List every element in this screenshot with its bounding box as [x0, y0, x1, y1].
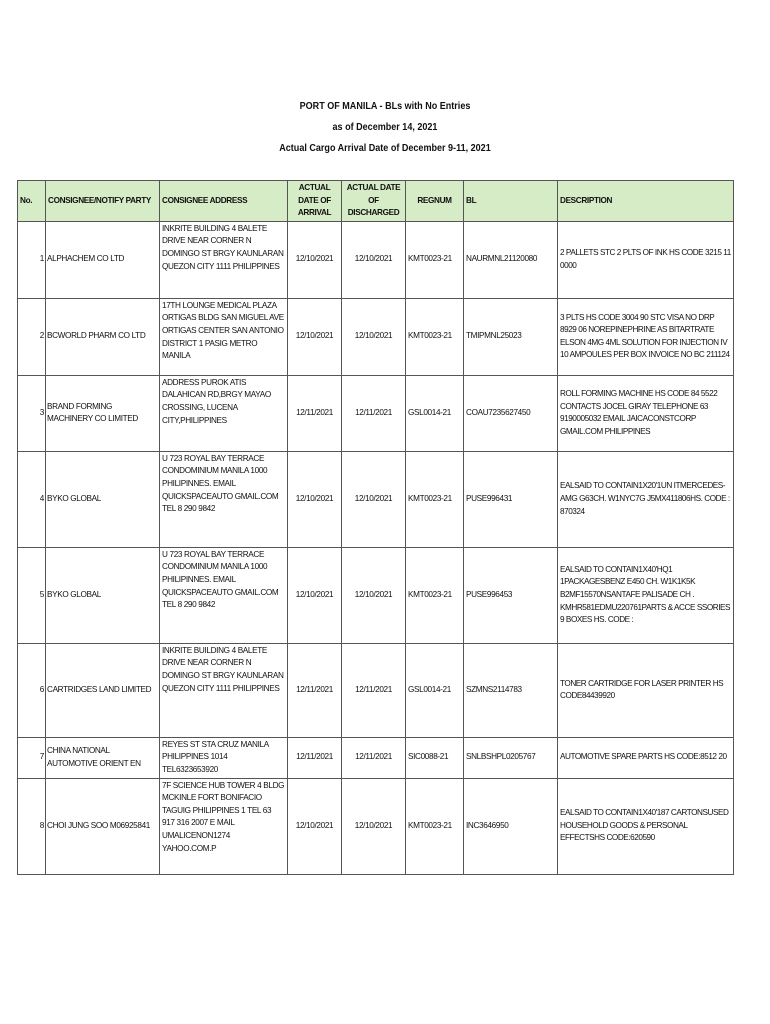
row-discharged: 12/10/2021 — [342, 451, 406, 547]
col-header-address: CONSIGNEE ADDRESS — [160, 181, 288, 222]
row-no: 8 — [18, 778, 46, 874]
row-description: EALSAID TO CONTAIN1X40'187 CARTONSUSED HOUSEHOLD GOODS & PERSONAL EFFECTSHS CODE:620590 — [558, 778, 734, 874]
row-bl: PUSE996453 — [464, 547, 558, 643]
table-row — [18, 737, 734, 778]
row-consignee: BRAND FORMING MACHINERY CO LIMITED — [46, 375, 160, 451]
col-header-arrival: ACTUAL DATE OF ARRIVAL — [288, 181, 342, 222]
row-description: EALSAID TO CONTAIN1X40'HQ1 1PACKAGESBENZ E450 CH. W1K1K5K B2MF15570NSANTAFE PALISADE CH . KMHR581EDMU220761PARTS & ACCE SSORIES 9 BOXES HS. CODE : — [558, 547, 734, 643]
row-description: ROLL FORMING MACHINE HS CODE 84 5522 CONTACTS JOCEL GIRAY TELEPHONE 63 9190005032 EMAIL JAICACONSTCORP GMAIL.COM PHILIPPINES — [558, 375, 734, 451]
row-discharged: 12/11/2021 — [342, 643, 406, 737]
row-discharged: 12/10/2021 — [342, 221, 406, 298]
report-date: as of December 14, 2021 — [332, 121, 438, 133]
row-discharged: 12/10/2021 — [342, 547, 406, 643]
row-arrival: 12/10/2021 — [288, 221, 342, 298]
row-description: 2 PALLETS STC 2 PLTS OF INK HS CODE 3215 11 0000 — [558, 221, 734, 298]
row-discharged: 12/11/2021 — [342, 737, 406, 778]
col-header-discharged: ACTUAL DATE OF DISCHARGED — [342, 181, 406, 222]
row-address: U 723 ROYAL BAY TERRACE CONDOMINIUM MANILA 1000 PHILIPINNES. EMAIL QUICKSPACEAUTO GMAIL.COM TEL 8 290 9842 — [160, 451, 288, 547]
row-regnum: GSL0014-21 — [406, 375, 464, 451]
report-header — [0, 96, 770, 159]
row-address: 17TH LOUNGE MEDICAL PLAZA ORTIGAS BLDG SAN MIGUEL AVE ORTIGAS CENTER SAN ANTONIO DISTRICT 1 PASIG METRO MANILA — [160, 298, 288, 375]
row-no: 6 — [18, 643, 46, 737]
row-regnum: KMT0023-21 — [406, 778, 464, 874]
row-description: TONER CARTRIDGE FOR LASER PRINTER HS CODE84439920 — [558, 643, 734, 737]
row-bl: NAURMNL21120080 — [464, 221, 558, 298]
table-row — [18, 375, 734, 451]
row-arrival: 12/11/2021 — [288, 643, 342, 737]
row-arrival: 12/10/2021 — [288, 298, 342, 375]
table-row — [18, 221, 734, 298]
row-address: U 723 ROYAL BAY TERRACE CONDOMINIUM MANILA 1000 PHILIPINNES. EMAIL QUICKSPACEAUTO GMAIL.COM TEL 8 290 9842 — [160, 547, 288, 643]
row-consignee: CHOI JUNG SOO M06925841 — [46, 778, 160, 874]
row-consignee: ALPHACHEM CO LTD — [46, 221, 160, 298]
table-header-row — [18, 181, 734, 222]
row-address: 7F SCIENCE HUB TOWER 4 BLDG MCKINLE FORT BONIFACIO TAGUIG PHILIPPINES 1 TEL 63 917 316 2007 E MAIL UMALICENON1274 YAHOO.COM.P — [160, 778, 288, 874]
bl-table — [17, 180, 734, 875]
row-arrival: 12/10/2021 — [288, 451, 342, 547]
row-address: ADDRESS PUROK ATIS DALAHICAN RD,BRGY MAYAO CROSSING, LUCENA CITY,PHILIPPINES — [160, 375, 288, 451]
row-no: 4 — [18, 451, 46, 547]
row-discharged: 12/10/2021 — [342, 778, 406, 874]
row-bl: INC3646950 — [464, 778, 558, 874]
row-bl: SZMNS2114783 — [464, 643, 558, 737]
row-arrival: 12/10/2021 — [288, 778, 342, 874]
table-row — [18, 643, 734, 737]
row-address: REYES ST STA CRUZ MANILA PHILIPPINES 1014 TEL6323653920 — [160, 737, 288, 778]
row-regnum: KMT0023-21 — [406, 451, 464, 547]
table-row — [18, 778, 734, 874]
row-discharged: 12/10/2021 — [342, 298, 406, 375]
row-bl: SNLBSHPL0205767 — [464, 737, 558, 778]
row-regnum: KMT0023-21 — [406, 547, 464, 643]
row-consignee: BYKO GLOBAL — [46, 547, 160, 643]
table-row — [18, 547, 734, 643]
row-regnum: SIC0088-21 — [406, 737, 464, 778]
row-address: INKRITE BUILDING 4 BALETE DRIVE NEAR CORNER N DOMINGO ST BRGY KAUNLARAN QUEZON CITY 1111 PHILIPPINES — [160, 221, 288, 298]
row-consignee: CHINA NATIONAL AUTOMOTIVE ORIENT EN — [46, 737, 160, 778]
report-subtitle: Actual Cargo Arrival Date of December 9-11, 2021 — [279, 142, 491, 154]
row-regnum: KMT0023-21 — [406, 298, 464, 375]
table-row — [18, 298, 734, 375]
row-regnum: GSL0014-21 — [406, 643, 464, 737]
row-no: 7 — [18, 737, 46, 778]
row-consignee: CARTRIDGES LAND LIMITED — [46, 643, 160, 737]
row-regnum: KMT0023-21 — [406, 221, 464, 298]
row-description: EALSAID TO CONTAIN1X20'1UN ITMERCEDES-AMG G63CH. W1NYC7G J5MX411806HS. CODE : 870324 — [558, 451, 734, 547]
col-header-no: No. — [18, 181, 46, 222]
col-header-regnum: REGNUM — [406, 181, 464, 222]
report-title: PORT OF MANILA - BLs with No Entries — [299, 100, 471, 112]
row-address: INKRITE BUILDING 4 BALETE DRIVE NEAR CORNER N DOMINGO ST BRGY KAUNLARAN QUEZON CITY 1111 PHILIPPINES — [160, 643, 288, 737]
row-no: 5 — [18, 547, 46, 643]
row-arrival: 12/11/2021 — [288, 737, 342, 778]
row-discharged: 12/11/2021 — [342, 375, 406, 451]
row-consignee: BCWORLD PHARM CO LTD — [46, 298, 160, 375]
row-arrival: 12/11/2021 — [288, 375, 342, 451]
col-header-bl: BL — [464, 181, 558, 222]
row-bl: COAU7235627450 — [464, 375, 558, 451]
col-header-consignee: CONSIGNEE/NOTIFY PARTY — [46, 181, 160, 222]
row-no: 2 — [18, 298, 46, 375]
row-description: 3 PLTS HS CODE 3004 90 STC VISA NO DRP 8929 06 NOREPINEPHRINE AS BITARTRATE ELSON 4MG 4ML SOLUTION FOR INJECTION IV 10 AMPOULES PER BOX INVOICE NO BC 211124 — [558, 298, 734, 375]
row-arrival: 12/10/2021 — [288, 547, 342, 643]
table-row — [18, 451, 734, 547]
row-bl: PUSE996431 — [464, 451, 558, 547]
col-header-description: DESCRIPTION — [558, 181, 734, 222]
row-no: 3 — [18, 375, 46, 451]
row-description: AUTOMOTIVE SPARE PARTS HS CODE:8512 20 — [558, 737, 734, 778]
row-bl: TMIPMNL25023 — [464, 298, 558, 375]
row-no: 1 — [18, 221, 46, 298]
row-consignee: BYKO GLOBAL — [46, 451, 160, 547]
